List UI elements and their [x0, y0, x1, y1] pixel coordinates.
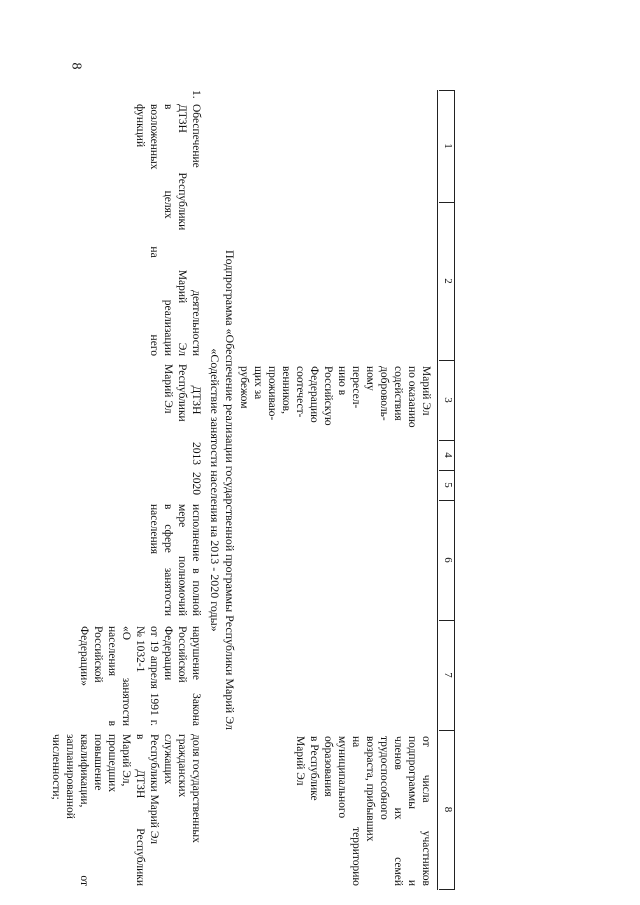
- text-line: в сфере занятости: [162, 504, 174, 616]
- text-line: № 1032-1: [134, 626, 146, 673]
- text-line: квалификации, от: [78, 734, 90, 886]
- row1-col8: [49, 734, 203, 886]
- col-number-3: 3: [442, 397, 454, 403]
- row1-col7: [77, 626, 203, 726]
- text-line: исполнение в полной: [190, 504, 202, 616]
- text-line: служащих: [162, 734, 174, 785]
- table-canvas: [50, 90, 455, 890]
- text-line: нию в: [336, 366, 348, 396]
- text-line: ДТЗН Республики Марий Эл: [176, 104, 188, 356]
- col-number-5: 5: [442, 482, 454, 488]
- text-line: от 19 апреля 1991 г.: [148, 626, 160, 726]
- text-line: муниципального: [336, 736, 348, 819]
- row1-col3: [161, 364, 203, 436]
- text-line: Республики Марий Эл: [148, 734, 160, 845]
- text-line: ДТЗН: [190, 385, 202, 415]
- text-line: Федерации: [162, 626, 174, 681]
- text-line: в Республике: [308, 736, 320, 801]
- text-line: пересел-: [350, 366, 362, 409]
- prev-row-col3: [237, 366, 433, 436]
- col-number-2: 2: [442, 278, 454, 284]
- rotated-table-page: [50, 90, 455, 890]
- text-line: Марий Эл: [294, 736, 306, 786]
- col-number-6: 6: [442, 557, 454, 563]
- subprogram-title-line: Подпрограмма «Обеспечение реализации государственной программы Республики Марий Эл: [223, 250, 237, 730]
- subprogram-title: [207, 90, 237, 890]
- row1-number: 1.: [190, 90, 202, 99]
- text-line: трудоспособного: [378, 736, 390, 820]
- col-number-7: 7: [442, 672, 454, 678]
- text-line: гражданских: [176, 734, 188, 798]
- text-line: возраста, прибывших: [364, 736, 376, 842]
- text-line: Обеспечение деятельности: [190, 104, 202, 356]
- text-line: Российскую: [322, 366, 334, 426]
- text-line: доля государственных: [190, 734, 202, 843]
- text-line: ному: [364, 366, 376, 391]
- text-line: щих за: [252, 366, 264, 400]
- col-number-1: 1: [442, 143, 454, 149]
- text-line: Республики: [176, 364, 188, 422]
- text-line: возложенных на него: [148, 104, 160, 356]
- text-line: Марий Эл,: [120, 734, 132, 787]
- text-line: прошедших: [106, 734, 118, 793]
- subprogram-title-line: «Содействие занятости населения на 2013 - 2020 годы»: [208, 348, 222, 632]
- text-line: членов их семей: [392, 736, 404, 886]
- text-line: венников,: [280, 366, 292, 414]
- text-line: «О занятости: [120, 626, 132, 726]
- text-line: Федерацию: [308, 366, 320, 423]
- text-line: в целях реализации: [162, 104, 174, 356]
- text-line: в ДТЗН Республики: [134, 734, 146, 886]
- text-line: Российской: [176, 626, 188, 683]
- text-line: населения: [148, 504, 160, 555]
- text-line: подпрограммы и: [406, 736, 418, 886]
- text-line: Федерации»: [78, 626, 90, 687]
- text-line: Марий Эл: [420, 366, 432, 416]
- page-number: 8: [68, 62, 84, 70]
- text-line: соотечест-: [294, 366, 306, 418]
- text-line: запланированной: [64, 734, 76, 819]
- text-line: Марий Эл: [162, 364, 174, 414]
- row1-col4: 2013: [190, 442, 202, 465]
- text-line: по оказанию: [406, 366, 418, 428]
- row1-col6: [147, 504, 203, 616]
- text-line: содействия: [392, 366, 404, 421]
- text-line: образования: [322, 736, 334, 797]
- text-line: проживаю-: [266, 366, 278, 421]
- text-line: мере полномочий: [176, 504, 188, 616]
- row1-col2: [133, 104, 203, 356]
- text-line: рубежом: [238, 366, 250, 409]
- prev-row-col8: [293, 736, 433, 886]
- row1-col5: 2020: [190, 472, 202, 495]
- text-line: функций: [134, 104, 146, 148]
- text-line: Российской: [92, 626, 104, 683]
- col-number-4: 4: [442, 452, 454, 458]
- text-line: доброволь-: [378, 366, 390, 421]
- text-line: численности;: [50, 734, 62, 800]
- text-line: повышение: [92, 734, 104, 791]
- text-line: нарушение Закона: [190, 626, 202, 726]
- text-line: от числа участников: [420, 736, 432, 886]
- text-line: населения в: [106, 626, 118, 726]
- text-line: на территорию: [350, 736, 362, 886]
- col-divider: [439, 889, 455, 890]
- col-number-8: 8: [442, 806, 454, 813]
